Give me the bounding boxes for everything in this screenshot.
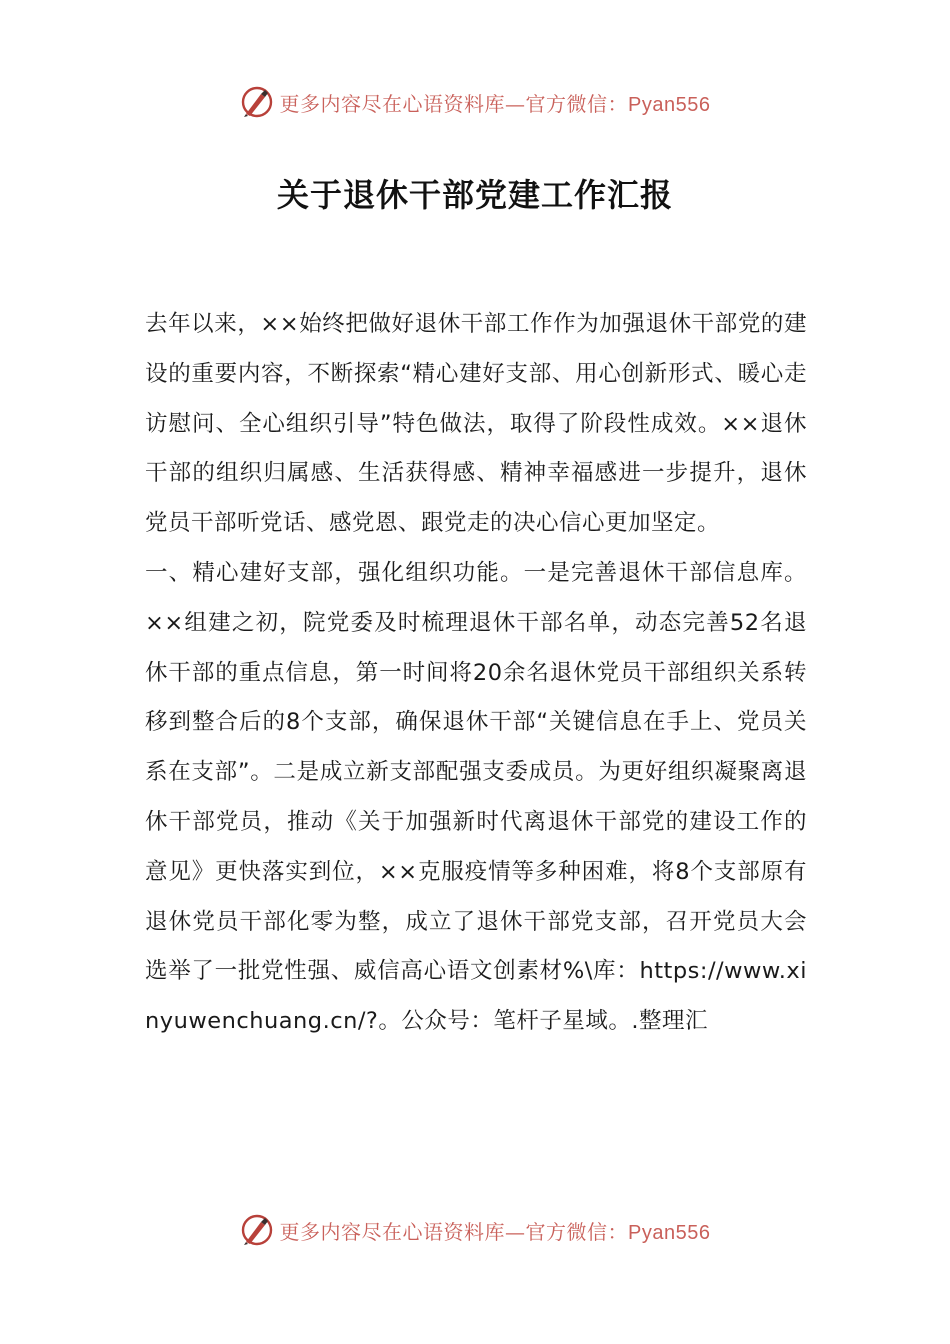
document-title: 关于退休干部党建工作汇报 — [276, 176, 673, 214]
pen-logo-icon — [240, 85, 274, 119]
document-body — [145, 300, 807, 1047]
paragraph-section-one: 一、精心建好支部，强化组织功能。一是完善退休干部信息库。××组建之初，院党委及时梳理退休干部名单，动态完善52名退休干部的重点信息，第一时间将20余名退休党员干部组织关系转移到整合后的8个支部，确保退休干部“关键信息在手上、党员关系在支部”。二是成立新支部配强支委成员。为更好组织凝聚离退休干部党员，推动《关于加强新时代离退休干部党的建设工作的意见》更快落实到位，××克服疫情等多种困难，将8个支部原有退休党员干部化零为整，成立了退休干部党支部，召开党员大会选举了一批党性强、威信高心语文创素材%\库：https://www.xinyuwenchuang.cn/?。公众号：笔杆子星域。.整理汇 — [145, 559, 807, 1035]
paragraph-intro: 去年以来，××始终把做好退休干部工作作为加强退休干部党的建设的重要内容，不断探索“精心建好支部、用心创新形式、暖心走访慰问、全心组织引导”特色做法，取得了阶段性成效。××退休干部的组织归属感、生活获得感、精神幸福感进一步提升，退休党员干部听党话、感党恩、跟党走的决心信心更加坚定。 — [145, 311, 807, 537]
watermark-header — [0, 80, 950, 124]
watermark-footer — [0, 1208, 950, 1252]
wechat-id: Pyan556 — [628, 1221, 711, 1244]
watermark-footer-text: 更多内容尽在心语资料库—官方微信：Pyan556 — [279, 1219, 711, 1244]
watermark-header-text: 更多内容尽在心语资料库—官方微信：Pyan556 — [279, 91, 711, 116]
wechat-id: Pyan556 — [628, 93, 711, 116]
pen-logo-icon — [240, 1213, 274, 1247]
